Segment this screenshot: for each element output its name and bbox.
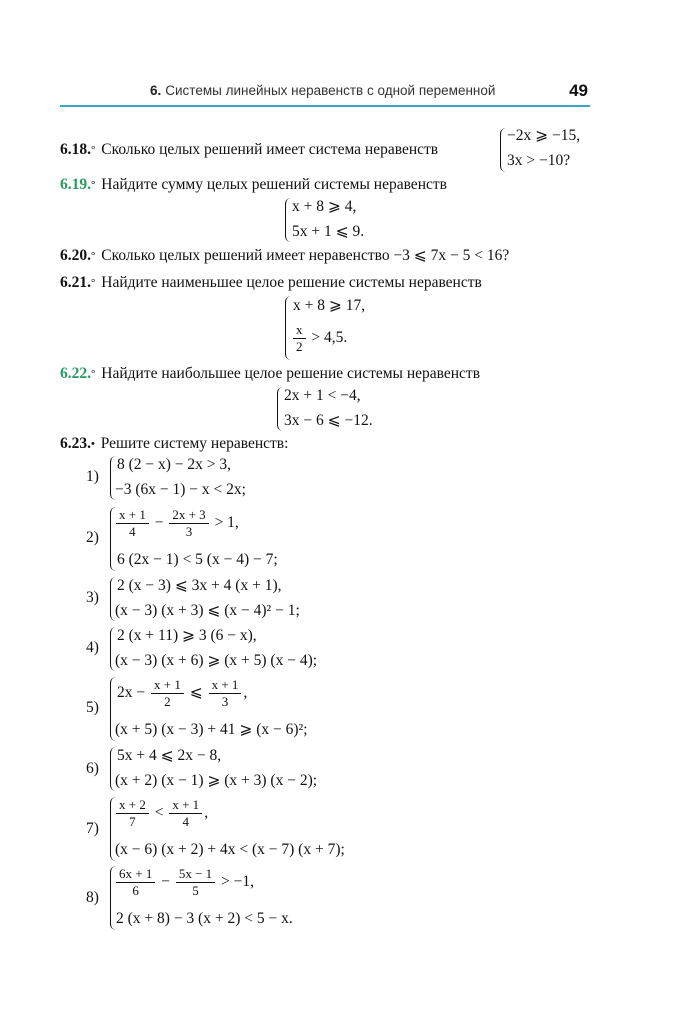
system-line-1: $\frac{x + 2}{7}$ < $\frac{x + 1}{4}$ , — [114, 797, 208, 830]
system-line-1: 2 (x + 11) ⩾ 3 (6 − x), — [117, 627, 257, 644]
system-line-2: 3x − 6 ⩽ −12. — [284, 412, 373, 429]
system-line-2: (x + 5) (x − 3) + 41 ⩾ (x − 6)²; — [115, 721, 308, 738]
system-line-1: $\frac{6x + 1}{6}$ − $\frac{5x - 1}{5}$ > −1, — [114, 866, 254, 899]
bullet-mark: • — [91, 438, 95, 450]
item-label: 5) — [86, 699, 99, 716]
system-line-2: −3 (6x − 1) − x < 2x; — [115, 481, 246, 498]
chapter-number: 6. — [150, 83, 162, 98]
system-line-1: 8 (2 − x) − 2x > 3, — [117, 456, 232, 473]
problem-6-21 — [60, 273, 482, 293]
problem-text: Найдите наибольшее целое решение системы неравенств — [101, 365, 481, 382]
item-label: 6) — [86, 760, 99, 777]
system-line-2: 6 (2x − 1) < 5 (x − 4) − 7; — [117, 551, 278, 568]
problem-number: 6.18. — [60, 141, 91, 158]
item-label: 8) — [86, 889, 99, 906]
problem-number: 6.19. — [60, 176, 91, 193]
system-line-2: (x − 3) (x + 6) ⩾ (x + 5) (x − 4); — [115, 652, 318, 669]
degree-mark: ° — [91, 277, 96, 289]
fraction: $\frac{x + 1}{3}$ — [209, 677, 242, 710]
fraction: $\frac{x + 1}{2}$ — [151, 677, 184, 710]
fraction: $\frac{x + 2}{7}$ — [116, 797, 149, 830]
fraction: $\frac{x + 1}{4}$ — [116, 507, 149, 540]
header-rule — [60, 105, 590, 107]
item-label: 2) — [86, 529, 99, 546]
degree-mark: ° — [91, 179, 96, 191]
problem-6-22 — [60, 364, 480, 384]
problem-6-20 — [60, 246, 509, 266]
system-line-2: 5x + 1 ⩽ 9. — [292, 223, 365, 240]
problem-number: 6.22. — [60, 365, 91, 382]
problem-text: Найдите наименьшее целое решение системы неравенств — [101, 274, 482, 291]
item-label: 3) — [86, 589, 99, 606]
page-header — [60, 82, 590, 104]
fraction: $\frac{6x + 1}{6}$ — [116, 866, 155, 899]
page-number: 49 — [569, 81, 588, 100]
system-brace — [500, 128, 506, 172]
problem-6-23 — [60, 434, 288, 454]
problem-6-18 — [60, 140, 438, 160]
system-line-2: $\frac{x}{2}$ > 4,5. — [291, 322, 347, 355]
system-line-1: 2x − $\frac{x + 1}{2}$ ⩽ $\frac{x + 1}{3}$ , — [117, 677, 248, 709]
problem-6-19 — [60, 175, 447, 195]
system-brace — [277, 387, 283, 431]
running-title — [150, 83, 495, 98]
system-line-1: $\frac{x + 1}{4}$ − $\frac{2x + 3}{3}$ > 1, — [114, 507, 239, 540]
problem-text: Найдите сумму целых решений системы неравенств — [101, 176, 447, 193]
chapter-title: Системы линейных неравенств с одной переменной — [165, 83, 496, 98]
system-line-1: x + 8 ⩾ 17, — [293, 297, 366, 314]
problem-number: 6.20. — [60, 247, 91, 264]
system-line-1: x + 8 ⩾ 4, — [292, 198, 357, 215]
problem-number: 6.21. — [60, 274, 91, 291]
fraction: $\frac{x + 1}{4}$ — [169, 797, 202, 830]
system-line-2: (x − 3) (x + 3) ⩽ (x − 4)² − 1; — [115, 602, 300, 619]
problem-number: 6.23. — [60, 435, 91, 452]
item-label: 4) — [86, 639, 99, 656]
system-line-2: (x + 2) (x − 1) ⩾ (x + 3) (x − 2); — [115, 772, 318, 789]
system-line-2: 3x > −10? — [507, 152, 571, 169]
item-label: 7) — [86, 820, 99, 837]
system-line-1: 2x + 1 < −4, — [284, 387, 361, 404]
degree-mark: ° — [91, 368, 96, 380]
fraction: $\frac{x}{2}$ — [293, 322, 306, 355]
item-label: 1) — [86, 468, 99, 485]
problem-text: Сколько целых решений имеет система неравенств — [101, 141, 439, 158]
degree-mark: ° — [91, 250, 96, 262]
problem-text: Сколько целых решений имеет неравенство −3 ⩽ 7x − 5 < 16? — [101, 247, 510, 264]
fraction: $\frac{2x + 3}{3}$ — [169, 507, 208, 540]
system-line-1: −2x ⩾ −15, — [507, 127, 581, 144]
system-line-1: 5x + 4 ⩽ 2x − 8, — [117, 747, 222, 764]
fraction: $\frac{5x - 1}{5}$ — [176, 866, 215, 899]
degree-mark: ° — [91, 144, 96, 156]
problem-text: Решите систему неравенств: — [100, 435, 289, 452]
system-line-1: 2 (x − 3) ⩽ 3x + 4 (x + 1), — [117, 577, 282, 594]
system-line-2: 2 (x + 8) − 3 (x + 2) < 5 − x. — [116, 910, 293, 927]
system-line-2: (x − 6) (x + 2) + 4x < (x − 7) (x + 7); — [115, 841, 345, 858]
system-brace — [285, 198, 291, 242]
